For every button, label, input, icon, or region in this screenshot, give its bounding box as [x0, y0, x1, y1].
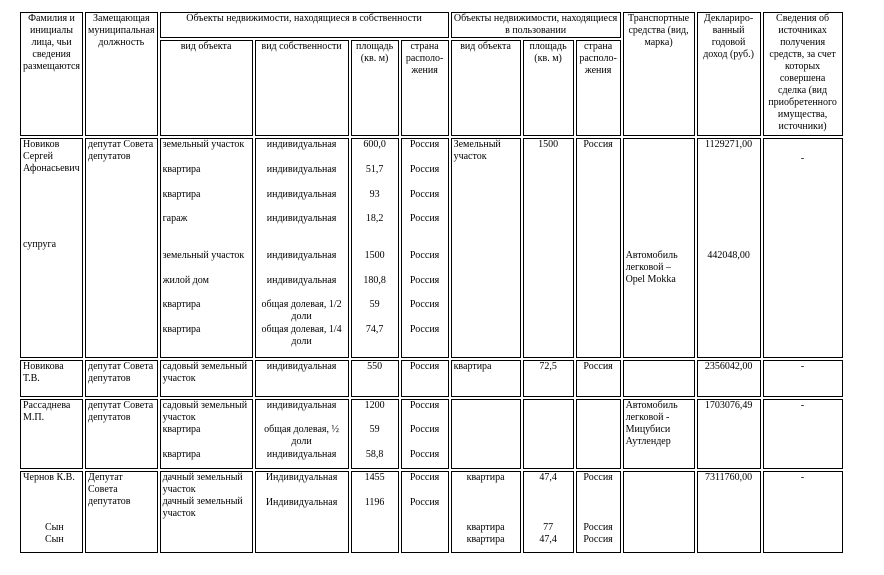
person-name-cell [20, 138, 83, 358]
spouse-owned-type: жилой дом [162, 275, 209, 286]
owned-type: садовый земельный участок [162, 361, 248, 384]
area: 1200 [364, 400, 385, 411]
area: 51,7 [365, 164, 384, 175]
ownership: индивидуальная [266, 449, 337, 460]
income: 7311760,00 [705, 472, 753, 483]
header-object-type-used: вид объекта [451, 40, 521, 136]
country: Россия [409, 213, 440, 224]
spouse-owned-type: квартира [162, 299, 201, 310]
person-name-cell [20, 471, 83, 553]
ownership: индивидуальная [266, 189, 337, 200]
position-cell [85, 138, 158, 358]
country: Россия [409, 497, 440, 508]
header-position: Замещающая муниципальная должность [85, 12, 158, 136]
used-area-cell [523, 360, 574, 397]
header-ownership-type: вид собственности [255, 40, 349, 136]
country: Россия [409, 361, 440, 372]
used-type-cell [451, 471, 521, 553]
header-owned-group: Объекты недвижимости, находящиеся в собственности [160, 12, 449, 38]
transport-cell [623, 399, 695, 469]
header-used-group: Объекты недвижимости, находящиеся в пользовании [451, 12, 621, 38]
person-name: Чернов К.В. [23, 472, 75, 483]
used-type-cell [451, 138, 521, 358]
position-cell [85, 471, 158, 553]
owned-ownership-cell [255, 360, 349, 397]
country: Россия [409, 472, 440, 483]
used-type: Земельный участок [453, 139, 501, 162]
child-used-country: Россия [583, 522, 613, 533]
spouse-area: 1500 [364, 250, 385, 261]
header-sources: Сведения об источниках получения средств, за счет которых совершена сделка (вид приобретенного имущества, источники) [763, 12, 843, 136]
header-row-1 [20, 12, 843, 38]
owned-ownership-cell [255, 471, 349, 553]
child-used-country: Россия [583, 534, 613, 545]
country: Россия [409, 139, 440, 150]
area: 1196 [364, 497, 385, 508]
owned-type: земельный участок [162, 139, 245, 150]
owned-area-cell [351, 399, 399, 469]
income-cell [697, 471, 761, 553]
area: 550 [367, 361, 383, 372]
person-name-cell [20, 360, 83, 397]
owned-country-cell [401, 360, 449, 397]
ownership: индивидуальная [266, 139, 337, 150]
spouse-area: 180,8 [363, 275, 386, 286]
spouse-ownership: индивидуальная [266, 250, 337, 261]
owned-area-cell [351, 471, 399, 553]
used-area: 1500 [538, 139, 559, 150]
spouse-ownership: общая долевая, 1/4 доли [261, 324, 342, 347]
sources-cell [763, 399, 843, 469]
owned-type: гараж [162, 213, 188, 224]
spouse-country: Россия [409, 299, 440, 310]
table-row [20, 399, 843, 469]
area: 600,0 [363, 139, 386, 150]
used-type: квартира [453, 361, 492, 372]
owned-area-cell [351, 138, 399, 358]
spouse-name: супруга [23, 239, 57, 250]
used-type-cell [451, 399, 521, 469]
position: депутат Совета депутатов [88, 400, 154, 423]
owned-type: садовый земельный участок [162, 400, 248, 423]
owned-type-cell [160, 399, 253, 469]
transport-cell [623, 360, 695, 397]
child-used-type: квартира [466, 522, 505, 533]
used-area: 72,5 [539, 361, 557, 372]
sources: - [800, 400, 805, 411]
spouse-country: Россия [409, 324, 440, 335]
income-cell [697, 399, 761, 469]
owned-type: дачный земельный участок [162, 472, 243, 495]
header-area-used: площадь (кв. м) [523, 40, 574, 136]
sources: - [800, 153, 805, 164]
used-area-cell [523, 399, 574, 469]
used-area-cell [523, 471, 574, 553]
spouse-area: 74,7 [365, 324, 384, 335]
income: 2356042,00 [704, 361, 753, 372]
spouse-income: 442048,00 [707, 250, 750, 261]
owned-type: квартира [162, 424, 201, 435]
income: 1703076,49 [704, 400, 753, 411]
owned-ownership-cell [255, 399, 349, 469]
spouse-ownership: общая долевая, 1/2 доли [261, 299, 342, 322]
header-country: страна располо-жения [401, 40, 449, 136]
area: 58,8 [365, 449, 384, 460]
owned-country-cell [401, 138, 449, 358]
country: Россия [409, 449, 440, 460]
owned-country-cell [401, 399, 449, 469]
ownership: индивидуальная [266, 361, 337, 372]
sources-cell [763, 471, 843, 553]
child-name: Сын [45, 522, 64, 533]
spouse-ownership: индивидуальная [266, 275, 337, 286]
income-cell [697, 360, 761, 397]
spouse-owned-type: земельный участок [162, 250, 245, 261]
used-country-cell [576, 360, 621, 397]
ownership: индивидуальная [266, 164, 337, 175]
used-country: Россия [583, 472, 613, 483]
owned-type: квартира [162, 189, 201, 200]
income: 1129271,00 [705, 139, 753, 150]
country: Россия [409, 189, 440, 200]
owned-ownership-cell [255, 138, 349, 358]
used-country: Россия [583, 361, 613, 372]
owned-type-cell [160, 360, 253, 397]
sources-cell [763, 138, 843, 358]
ownership: общая долевая, ½ доли [264, 424, 339, 447]
header-income: Деклариро-ванный годовой доход (руб.) [697, 12, 761, 136]
ownership: индивидуальная [266, 400, 337, 411]
income-cell [697, 138, 761, 358]
position: депутат Совета депутатов [88, 139, 154, 162]
area: 59 [369, 424, 380, 435]
position-cell [85, 399, 158, 469]
ownership: Индивидуальная [265, 497, 338, 508]
used-country-cell [576, 399, 621, 469]
owned-country-cell [401, 471, 449, 553]
position: Депутат Совета депутатов [88, 472, 131, 507]
ownership: Индивидуальная [265, 472, 338, 483]
area: 93 [369, 189, 380, 200]
header-object-type: вид объекта [160, 40, 253, 136]
used-country-cell [576, 138, 621, 358]
area: 1455 [364, 472, 385, 483]
area: 18,2 [365, 213, 384, 224]
country: Россия [409, 164, 440, 175]
transport-cell [623, 471, 695, 553]
used-type-cell [451, 360, 521, 397]
spouse-area: 59 [369, 299, 380, 310]
table-row [20, 360, 843, 397]
owned-type: квартира [162, 164, 201, 175]
table-row [20, 138, 843, 358]
declaration-table [18, 10, 845, 555]
child-used-area: 77 [543, 522, 554, 533]
position-cell [85, 360, 158, 397]
owned-type-cell [160, 138, 253, 358]
spouse-country: Россия [409, 275, 440, 286]
sources: - [800, 361, 805, 372]
header-area: площадь (кв. м) [351, 40, 399, 136]
position: депутат Совета депутатов [88, 361, 154, 384]
used-country: Россия [583, 139, 613, 150]
ownership: индивидуальная [266, 213, 337, 224]
sources-cell [763, 360, 843, 397]
country: Россия [409, 424, 440, 435]
child-used-area: 47,4 [539, 534, 557, 545]
used-area: 47,4 [539, 472, 557, 483]
spouse-transport: Автомобиль легковой – Opel Mokka [625, 250, 678, 285]
owned-area-cell [351, 360, 399, 397]
sources: - [800, 472, 805, 483]
country: Россия [409, 400, 440, 411]
transport: Автомобиль легковой - Мицубиси Аутлендер [625, 400, 678, 447]
owned-type: дачный земельный участок [162, 496, 243, 519]
owned-type-cell [160, 471, 253, 553]
header-transport: Транспортные средства (вид, марка) [623, 12, 695, 136]
person-name-cell [20, 399, 83, 469]
child-name: Сын [45, 534, 64, 545]
header-name: Фамилия и инициалы лица, чьи сведения размещаются [20, 12, 83, 136]
used-area-cell [523, 138, 574, 358]
person-name: Новикова Т.В. [23, 361, 64, 384]
used-type: квартира [466, 472, 505, 483]
spouse-owned-type: квартира [162, 324, 201, 335]
owned-type: квартира [162, 449, 201, 460]
spouse-country: Россия [409, 250, 440, 261]
transport-cell [623, 138, 695, 358]
header-country-used: страна располо-жения [576, 40, 621, 136]
child-used-type: квартира [466, 534, 505, 545]
used-country-cell [576, 471, 621, 553]
person-name: Рассаднева М.П. [23, 400, 71, 423]
table-row [20, 471, 843, 553]
person-name: Новиков Сергей Афонасьевич [23, 139, 80, 174]
